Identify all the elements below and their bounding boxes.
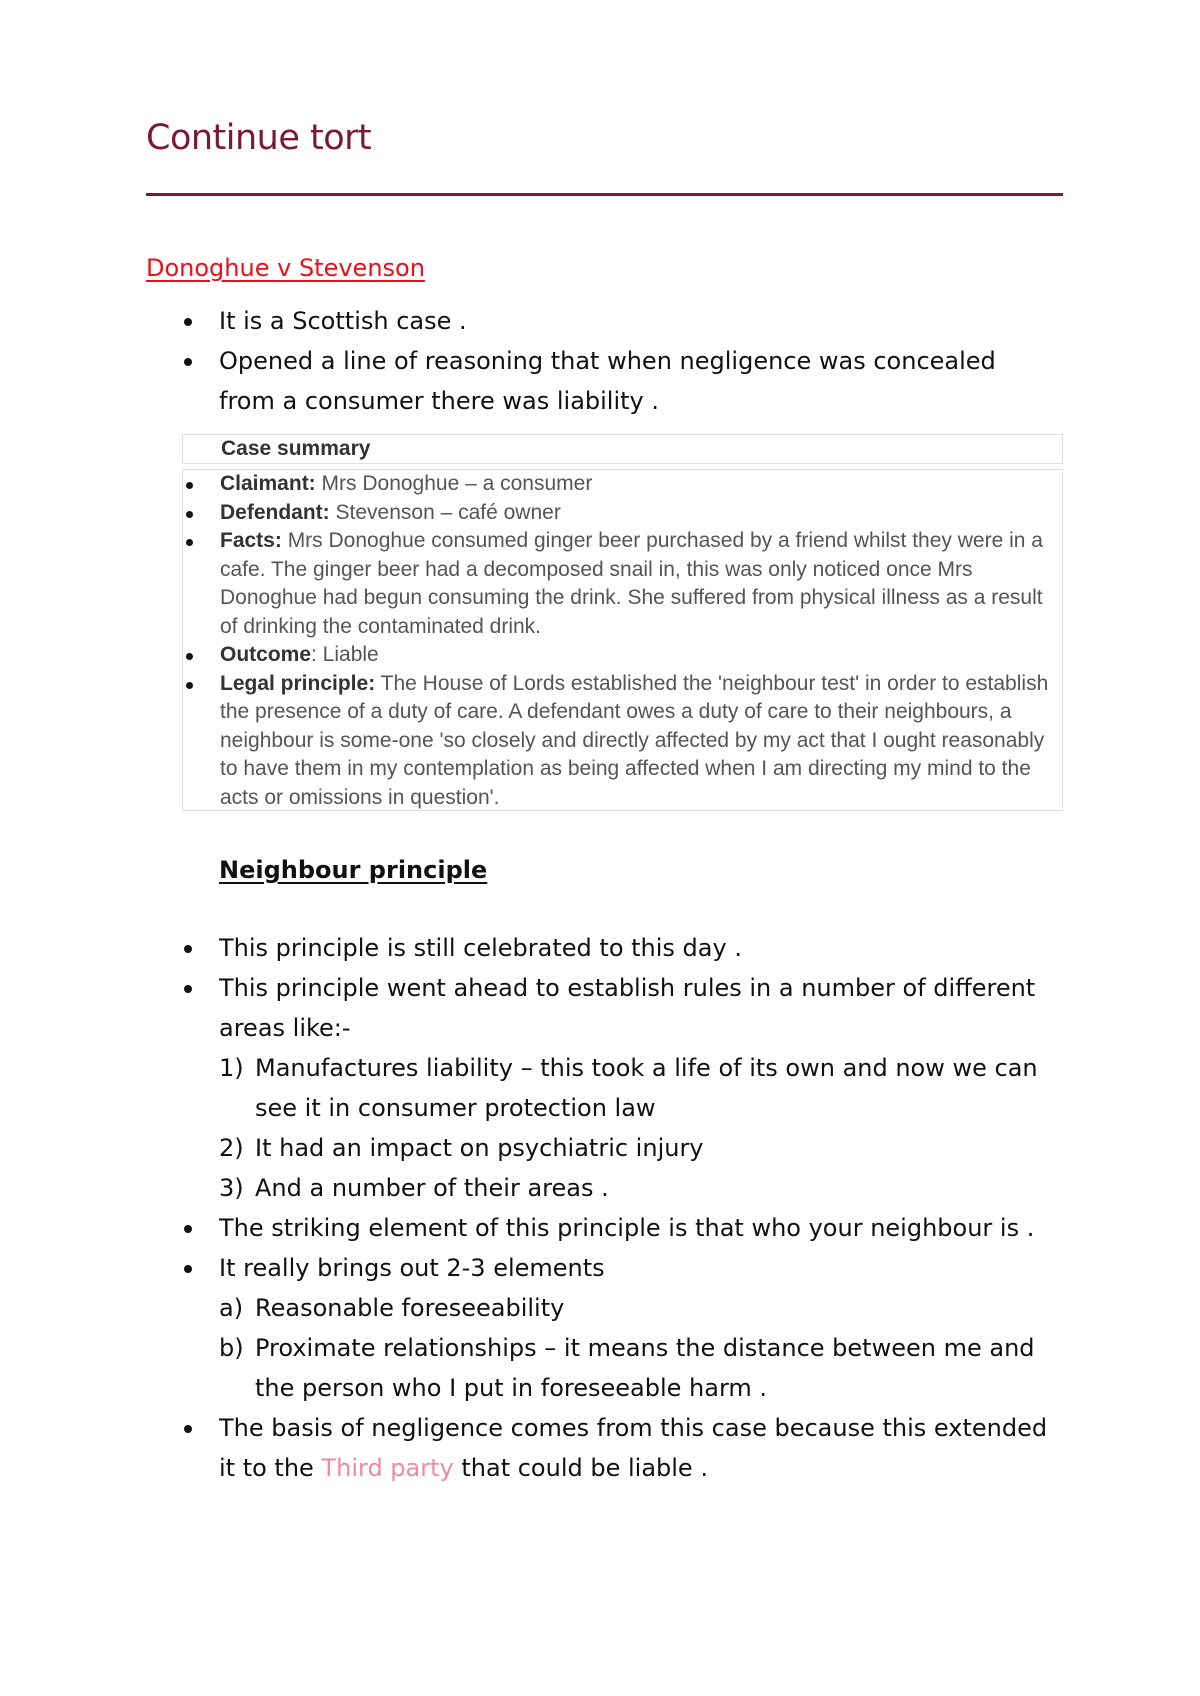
- list-item: [146, 341, 1026, 421]
- bullet-icon: [184, 1225, 192, 1233]
- item-letter: b): [219, 1334, 244, 1362]
- bullet-text: This principle went ahead to establish rules in a number of different areas like:-: [219, 974, 1036, 1042]
- summary-item-claimant: [183, 470, 1065, 499]
- bullet-text: The striking element of this principle is that who your neighbour is .: [219, 1214, 1035, 1242]
- summary-item-facts: [183, 527, 1065, 641]
- bullet-icon: [186, 482, 193, 489]
- bullet-icon: [184, 358, 192, 366]
- item-text: Proximate relationships – it means the distance between me and the person who I put in foreseeable harm .: [255, 1334, 1035, 1402]
- case-summary-list: [183, 470, 1065, 812]
- neighbour-principle-heading: Neighbour principle: [219, 856, 488, 884]
- summary-item-outcome: [183, 641, 1065, 670]
- lettered-item: [146, 1328, 1066, 1408]
- intro-bullet-list: [146, 301, 1026, 421]
- summary-text: Stevenson – café owner: [329, 500, 561, 524]
- item-text: Manufactures liability – this took a life of its own and now we can see it in consumer protection law: [255, 1054, 1038, 1122]
- item-number: 2): [219, 1134, 244, 1162]
- bullet-text: It is a Scottish case .: [219, 307, 467, 335]
- list-item: [146, 968, 1066, 1048]
- item-text: And a number of their areas .: [255, 1174, 609, 1202]
- list-item: [146, 1208, 1066, 1248]
- list-item: [146, 301, 1026, 341]
- numbered-item: [146, 1128, 1066, 1168]
- principle-list: [146, 928, 1066, 1488]
- document-title: Continue tort: [146, 118, 372, 158]
- numbered-item: [146, 1048, 1066, 1128]
- bullet-text: that could be liable .: [453, 1454, 708, 1482]
- bullet-text: The basis of negligence comes from this case because this extended it to the: [219, 1414, 1048, 1482]
- bullet-icon: [184, 318, 192, 326]
- bullet-icon: [184, 945, 192, 953]
- summary-label: Facts:: [220, 529, 282, 552]
- item-text: It had an impact on psychiatric injury: [255, 1134, 704, 1162]
- case-summary-title: Case summary: [221, 437, 371, 460]
- bullet-text: This principle is still celebrated to this day .: [219, 934, 742, 962]
- summary-label: Outcome: [220, 643, 312, 666]
- bullet-icon: [186, 539, 193, 546]
- bullet-text: Opened a line of reasoning that when negligence was concealed from a consumer there was liability .: [219, 347, 996, 415]
- list-item: [146, 1408, 1066, 1488]
- summary-text: Mrs Donoghue consumed ginger beer purchased by a friend whilst they were in a cafe. The ginger beer had a decomposed snail in, this was only noticed once Mrs Donoghue had begun consuming the drink. She suffered from physical illness as a result of drinking the contaminated drink.: [220, 529, 1043, 638]
- summary-text: Mrs Donoghue – a consumer: [315, 472, 593, 495]
- bullet-icon: [186, 682, 193, 689]
- summary-text: The House of Lords established the 'neighbour test' in order to establish the presence of a duty of care. A defendant owes a duty of care to their neighbours, a neighbour is some-one 'so closely and directly affected by my act that I ought reasonably to have them in my contemplation as being affected when I am directing my mind to the acts or omissions in question'.: [220, 671, 1049, 809]
- bullet-icon: [184, 1265, 192, 1273]
- summary-label: Defendant:: [220, 500, 330, 524]
- bullet-icon: [186, 653, 193, 660]
- case-summary-header: [182, 434, 1063, 464]
- item-number: 3): [219, 1174, 244, 1202]
- highlighted-term: Third party: [321, 1454, 454, 1482]
- item-text: Reasonable foreseeability: [255, 1294, 565, 1322]
- list-item: [146, 1248, 1066, 1288]
- item-letter: a): [219, 1294, 244, 1322]
- bullet-icon: [184, 985, 192, 993]
- case-summary-box: [182, 469, 1063, 811]
- summary-item-defendant: [183, 499, 1065, 528]
- case-heading: Donoghue v Stevenson: [146, 254, 425, 282]
- numbered-item: [146, 1168, 1066, 1208]
- list-item: [146, 928, 1066, 968]
- item-number: 1): [219, 1054, 244, 1082]
- bullet-icon: [184, 1425, 192, 1433]
- summary-label: Claimant:: [220, 472, 316, 495]
- title-underline-rule: [146, 193, 1063, 196]
- bullet-icon: [186, 511, 193, 518]
- summary-label: Legal principle:: [220, 671, 376, 695]
- summary-item-legal-principle: [183, 670, 1065, 813]
- bullet-text: It really brings out 2-3 elements: [219, 1254, 605, 1282]
- summary-text: : Liable: [311, 643, 379, 666]
- lettered-item: [146, 1288, 1066, 1328]
